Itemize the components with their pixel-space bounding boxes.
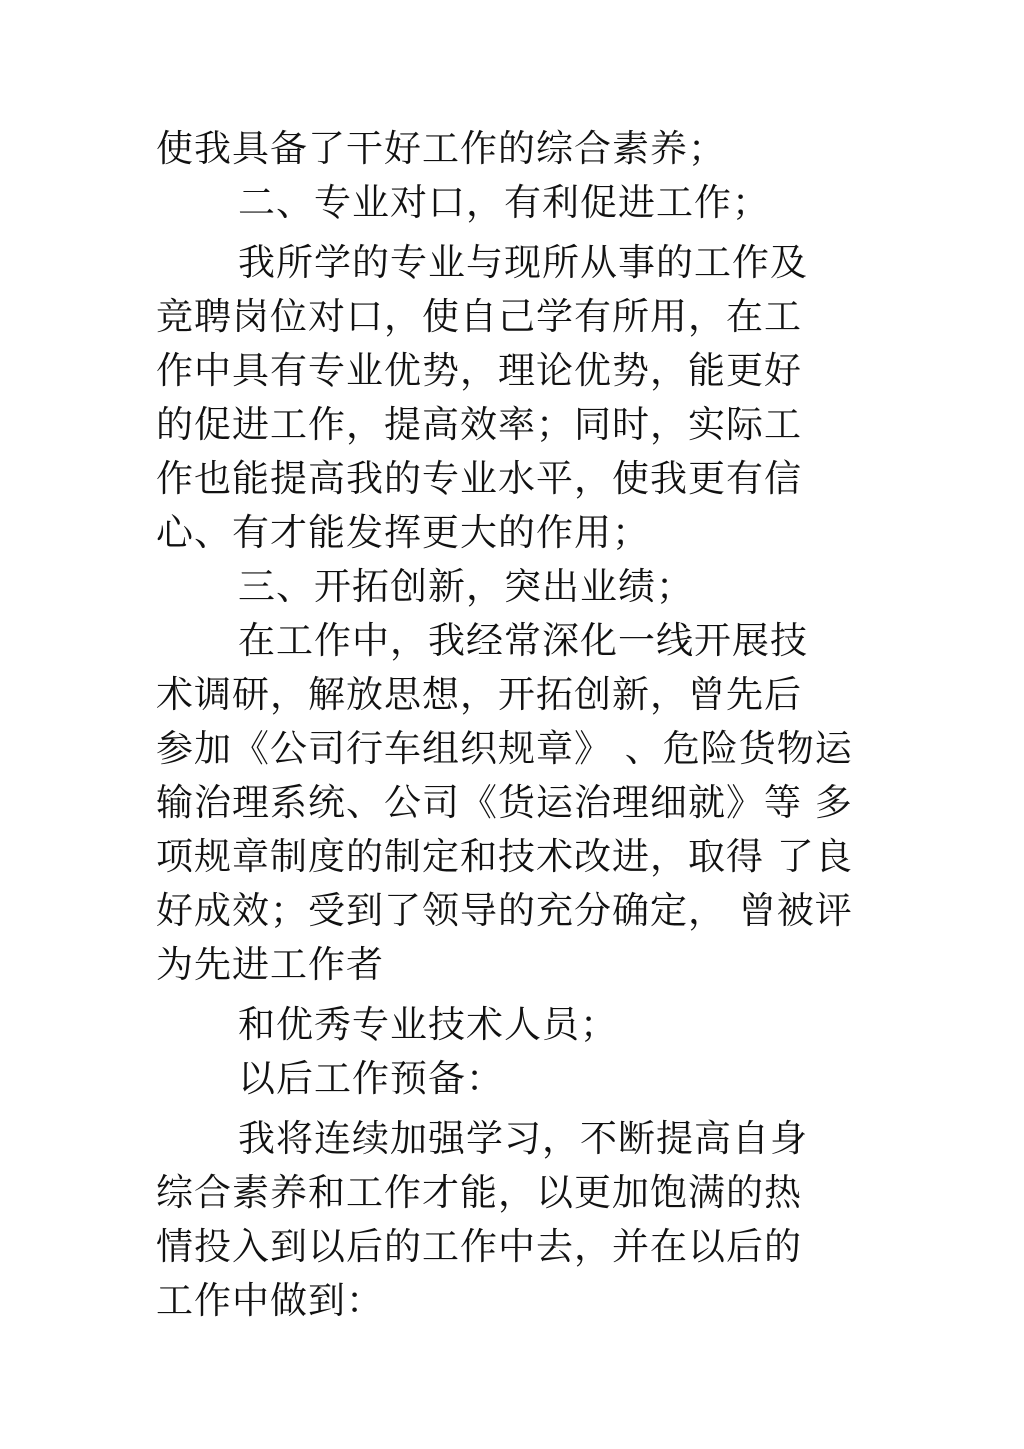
text-line: 综合素养和工作才能，以更加饱满的热 bbox=[156, 1171, 802, 1214]
text-line: 的促进工作，提高效率；同时，实际工 bbox=[156, 403, 802, 446]
text-line: 工作中做到： bbox=[156, 1279, 384, 1322]
text-line: 输治理系统、公司《货运治理细就》等 多 bbox=[156, 781, 853, 824]
text-line: 竞聘岗位对口，使自己学有所用，在工 bbox=[156, 295, 802, 338]
text-line: 情投入到以后的工作中去，并在以后的 bbox=[156, 1225, 802, 1268]
text-line: 项规章制度的制定和技术改进，取得 了良 bbox=[156, 835, 853, 878]
text-line: 为先进工作者 bbox=[156, 943, 384, 986]
text-line: 好成效；受到了领导的充分确定， 曾被评 bbox=[156, 889, 853, 932]
document-body bbox=[156, 122, 866, 1328]
text-line: 使我具备了干好工作的综合素养； bbox=[156, 127, 726, 170]
paragraph-first-line: 我所学的专业与现所从事的工作及 bbox=[238, 241, 808, 284]
section-heading: 以后工作预备： bbox=[238, 1057, 504, 1100]
section-heading: 三、开拓创新，突出业绩； bbox=[238, 565, 694, 608]
text-line: 作中具有专业优势，理论优势，能更好 bbox=[156, 349, 802, 392]
text-line: 术调研，解放思想，开拓创新，曾先后 bbox=[156, 673, 802, 716]
section-heading: 二、专业对口，有利促进工作； bbox=[238, 181, 770, 224]
text-line: 心、有才能发挥更大的作用； bbox=[156, 511, 650, 554]
text-line: 和优秀专业技术人员； bbox=[238, 1003, 618, 1046]
paragraph-first-line: 在工作中，我经常深化一线开展技 bbox=[238, 619, 808, 662]
paragraph-first-line: 我将连续加强学习，不断提高自身 bbox=[238, 1117, 808, 1160]
text-line: 参加《公司行车组织规章》 、危险货物运 bbox=[156, 727, 853, 770]
text-line: 作也能提高我的专业水平，使我更有信 bbox=[156, 457, 802, 500]
